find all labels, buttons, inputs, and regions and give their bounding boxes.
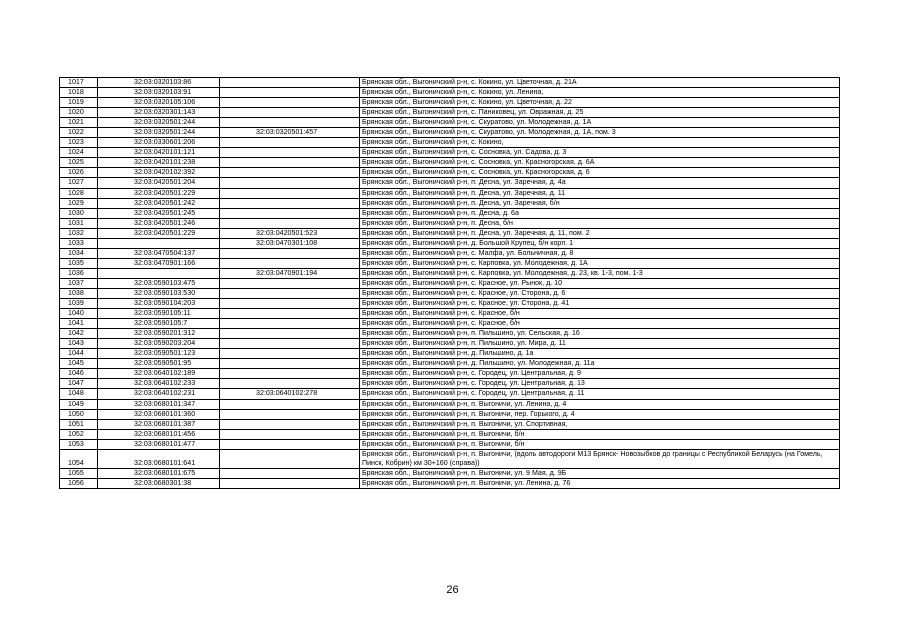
address-cell: Брянская обл., Выгоничский р-н, с. Сосновка, ул. Садова, д. 3 (360, 148, 840, 158)
cadastral-number: 32:03:0590501:95 (98, 359, 220, 369)
row-number: 1049 (60, 399, 98, 409)
cadastral-number-premise (220, 399, 360, 409)
table-row (60, 399, 840, 409)
cadastral-number-premise: 32:03:0640102:278 (220, 389, 360, 399)
row-number: 1036 (60, 268, 98, 278)
address-cell: Брянская обл., Выгоничский р-н, с. Красное, ул. Рынок, д. 10 (360, 278, 840, 288)
row-number: 1022 (60, 128, 98, 138)
row-number: 1025 (60, 158, 98, 168)
address-cell: Брянская обл., Выгоничский р-н, п. Выгоничи, (вдоль автодороги М13 Брянск- Новозыбков до границы с Республикой Беларусь (на Гомель, Пинск, Кобрин) км 30+160 (справа)) (360, 449, 840, 468)
address-cell: Брянская обл., Выгоничский р-н, с. Карповка, ул. Молодежная, д. 23, кв. 1-3, пом. 1-3 (360, 268, 840, 278)
address-cell: Брянская обл., Выгоничский р-н, п. Пильшино, ул. Мира, д. 11 (360, 339, 840, 349)
cadastral-number: 32:03:0420501:204 (98, 178, 220, 188)
row-number: 1035 (60, 258, 98, 268)
row-number: 1018 (60, 88, 98, 98)
row-number: 1019 (60, 98, 98, 108)
table-row (60, 138, 840, 148)
cadastral-number: 32:03:0590201:312 (98, 329, 220, 339)
row-number: 1056 (60, 478, 98, 488)
table-row (60, 339, 840, 349)
table-row (60, 98, 840, 108)
page-number: 26 (446, 584, 459, 596)
cadastral-number-premise (220, 258, 360, 268)
table-row (60, 228, 840, 238)
cadastral-number-premise (220, 198, 360, 208)
cadastral-number: 32:03:0590203:204 (98, 339, 220, 349)
address-cell: Брянская обл., Выгоничский р-н, с. Городец, ул. Центральная, д. 13 (360, 379, 840, 389)
row-number: 1053 (60, 439, 98, 449)
cadastral-number-premise (220, 88, 360, 98)
cadastral-number-premise (220, 329, 360, 339)
address-cell: Брянская обл., Выгоничский р-н, п. Десна, ул. Заречная, д. 4а (360, 178, 840, 188)
cadastral-number-premise (220, 339, 360, 349)
address-cell: Брянская обл., Выгоничский р-н, с. Красное, ул. Сторона, д. 41 (360, 299, 840, 309)
row-number: 1034 (60, 248, 98, 258)
row-number: 1054 (60, 449, 98, 468)
cadastral-number-premise (220, 148, 360, 158)
address-cell: Брянская обл., Выгоничский р-н, д. Пильшино, д. 1а (360, 349, 840, 359)
row-number: 1042 (60, 329, 98, 339)
address-cell: Брянская обл., Выгоничский р-н, с. Кокино, ул. Цветочная, д. 21А (360, 78, 840, 88)
cadastral-number: 32:03:0320105:106 (98, 98, 220, 108)
cadastral-number-premise (220, 278, 360, 288)
address-cell: Брянская обл., Выгоничский р-н, п. Выгоничи, б/н (360, 429, 840, 439)
cadastral-number-premise (220, 288, 360, 298)
cadastral-number-premise (220, 449, 360, 468)
cadastral-number: 32:03:0420501:246 (98, 218, 220, 228)
cadastral-number: 32:03:0680101:641 (98, 449, 220, 468)
table-row (60, 258, 840, 268)
cadastral-number-premise (220, 309, 360, 319)
cadastral-number-premise (220, 98, 360, 108)
table-row (60, 288, 840, 298)
cadastral-number: 32:03:0640102:231 (98, 389, 220, 399)
cadastral-number: 32:03:0680101:456 (98, 429, 220, 439)
table-row (60, 198, 840, 208)
cadastral-number-premise (220, 188, 360, 198)
row-number: 1031 (60, 218, 98, 228)
table-row (60, 359, 840, 369)
cadastral-number: 32:03:0590105:7 (98, 319, 220, 329)
row-number: 1055 (60, 468, 98, 478)
row-number: 1040 (60, 309, 98, 319)
cadastral-number (98, 238, 220, 248)
row-number: 1020 (60, 108, 98, 118)
cadastral-number-premise (220, 478, 360, 488)
address-cell: Брянская обл., Выгоничский р-н, с. Городец, ул. Центральная, д. 11 (360, 389, 840, 399)
address-cell: Брянская обл., Выгоничский р-н, с. Малфа, ул. Больничная, д. 8 (360, 248, 840, 258)
row-number: 1052 (60, 429, 98, 439)
table-row (60, 158, 840, 168)
table-row (60, 108, 840, 118)
row-number: 1026 (60, 168, 98, 178)
table-row (60, 309, 840, 319)
row-number: 1041 (60, 319, 98, 329)
cadastral-number-premise: 32:03:0470901:194 (220, 268, 360, 278)
table-row (60, 439, 840, 449)
row-number: 1017 (60, 78, 98, 88)
cadastral-number: 32:03:0320501:244 (98, 118, 220, 128)
row-number: 1043 (60, 339, 98, 349)
table-row (60, 168, 840, 178)
table-row (60, 419, 840, 429)
cadastral-number: 32:03:0420501:229 (98, 228, 220, 238)
cadastral-number: 32:03:0680101:477 (98, 439, 220, 449)
address-cell: Брянская обл., Выгоничский р-н, с. Кокино, ул. Цветочная, д. 22 (360, 98, 840, 108)
cadastral-number: 32:03:0320301:143 (98, 108, 220, 118)
cadastral-number-premise (220, 218, 360, 228)
cadastral-number: 32:03:0420501:245 (98, 208, 220, 218)
address-cell: Брянская обл., Выгоничский р-н, п. Десна, ул. Заречная, д. 11, пом. 2 (360, 228, 840, 238)
cadastral-number: 32:03:0470504:137 (98, 248, 220, 258)
cadastral-number: 32:03:0640102:189 (98, 369, 220, 379)
cadastral-number: 32:03:0680101:347 (98, 399, 220, 409)
row-number: 1045 (60, 359, 98, 369)
cadastral-number-premise (220, 208, 360, 218)
cadastral-number-premise (220, 419, 360, 429)
cadastral-number-premise (220, 379, 360, 389)
cadastral-number-premise (220, 178, 360, 188)
cadastral-number-premise (220, 429, 360, 439)
address-cell: Брянская обл., Выгоничский р-н, п. Десна, ул. Заречная, д. 11 (360, 188, 840, 198)
table-row (60, 128, 840, 138)
cadastral-number: 32:03:0320501:244 (98, 128, 220, 138)
address-cell: Брянская обл., Выгоничский р-н, п. Выгоничи, б/н (360, 439, 840, 449)
row-number: 1051 (60, 419, 98, 429)
row-number: 1048 (60, 389, 98, 399)
address-cell: Брянская обл., Выгоничский р-н, с. Сосновка, ул. Красногорская, д. 6 (360, 168, 840, 178)
table-row (60, 218, 840, 228)
address-cell: Брянская обл., Выгоничский р-н, с. Красное, б/н (360, 319, 840, 329)
table-row (60, 238, 840, 248)
cadastral-number: 32:03:0590103:475 (98, 278, 220, 288)
cadastral-number-premise: 32:03:0320501:457 (220, 128, 360, 138)
cadastral-number-premise (220, 248, 360, 258)
row-number: 1029 (60, 198, 98, 208)
cadastral-number-premise (220, 349, 360, 359)
cadastral-number-premise (220, 359, 360, 369)
table-row (60, 248, 840, 258)
table-row (60, 329, 840, 339)
table-row (60, 409, 840, 419)
cadastral-number-premise (220, 78, 360, 88)
table-row (60, 268, 840, 278)
address-cell: Брянская обл., Выгоничский р-н, п. Десна, ул. Заречная, б/н (360, 198, 840, 208)
cadastral-number: 32:03:0640102:233 (98, 379, 220, 389)
cadastral-number (98, 268, 220, 278)
address-cell: Брянская обл., Выгоничский р-н, с. Сосновка, ул. Красногорская, д. 6А (360, 158, 840, 168)
row-number: 1044 (60, 349, 98, 359)
cadastral-number-premise (220, 158, 360, 168)
cadastral-number-premise (220, 468, 360, 478)
address-cell: Брянская обл., Выгоничский р-н, с. Красное, ул. Сторона, д. 6 (360, 288, 840, 298)
table-row (60, 429, 840, 439)
row-number: 1037 (60, 278, 98, 288)
cadastral-number: 32:03:0590104:203 (98, 299, 220, 309)
address-cell: Брянская обл., Выгоничский р-н, п. Выгоничи, ул. Ленина, д. 4 (360, 399, 840, 409)
address-cell: Брянская обл., Выгоничский р-н, п. Пильшино, ул. Сельская, д. 16 (360, 329, 840, 339)
table-row (60, 369, 840, 379)
table-row (60, 478, 840, 488)
cadastral-number-premise: 32:03:0470301:108 (220, 238, 360, 248)
row-number: 1021 (60, 118, 98, 128)
table-row (60, 78, 840, 88)
cadastral-number: 32:03:0420501:229 (98, 188, 220, 198)
cadastral-number-premise (220, 108, 360, 118)
address-cell: Брянская обл., Выгоничский р-н, с. Карповка, ул. Молодежная, д. 1А (360, 258, 840, 268)
address-cell: Брянская обл., Выгоничский р-н, с. Красное, б/н (360, 309, 840, 319)
address-cell: Брянская обл., Выгоничский р-н, д. Большой Крупец, б/н корп. 1 (360, 238, 840, 248)
cadastral-number: 32:03:0680101:387 (98, 419, 220, 429)
table-row (60, 188, 840, 198)
address-cell: Брянская обл., Выгоничский р-н, п. Выгоничи, ул. 9 Мая, д. 9Б (360, 468, 840, 478)
table-row (60, 178, 840, 188)
row-number: 1038 (60, 288, 98, 298)
cadastral-number: 32:03:0320103:86 (98, 78, 220, 88)
table-row (60, 349, 840, 359)
table-row (60, 319, 840, 329)
cadastral-number: 32:03:0330601:206 (98, 138, 220, 148)
address-cell: Брянская обл., Выгоничский р-н, д. Пильшино, ул. Молодежная, д. 11а (360, 359, 840, 369)
row-number: 1027 (60, 178, 98, 188)
row-number: 1023 (60, 138, 98, 148)
cadastral-number: 32:03:0680301:38 (98, 478, 220, 488)
cadastral-number-premise (220, 369, 360, 379)
cadastral-number: 32:03:0420501:242 (98, 198, 220, 208)
row-number: 1039 (60, 299, 98, 309)
cadastral-number: 32:03:0590501:123 (98, 349, 220, 359)
address-cell: Брянская обл., Выгоничский р-н, с. Городец, ул. Центральная, д. 9 (360, 369, 840, 379)
address-cell: Брянская обл., Выгоничский р-н, с. Паниковец, ул. Овражная, д. 25 (360, 108, 840, 118)
cadastral-number: 32:03:0470901:166 (98, 258, 220, 268)
cadastral-number: 32:03:0590103:530 (98, 288, 220, 298)
address-cell: Брянская обл., Выгоничский р-н, п. Выгоничи, пер. Горького, д. 4 (360, 409, 840, 419)
address-cell: Брянская обл., Выгоничский р-н, п. Выгоничи, ул. Ленина, д. 76 (360, 478, 840, 488)
table-row (60, 449, 840, 468)
cadastral-number-premise (220, 409, 360, 419)
cadastral-number: 32:03:0590105:11 (98, 309, 220, 319)
cadastral-number: 32:03:0420101:121 (98, 148, 220, 158)
address-cell: Брянская обл., Выгоничский р-н, с. Скуратово, ул. Молодежная, д. 1А, пом. 3 (360, 128, 840, 138)
address-cell: Брянская обл., Выгоничский р-н, с. Скуратово, ул. Молодежная, д. 1А (360, 118, 840, 128)
registry-table (59, 77, 840, 489)
registry-table-body (60, 78, 840, 489)
row-number: 1046 (60, 369, 98, 379)
cadastral-number: 32:03:0320103:91 (98, 88, 220, 98)
cadastral-number-premise (220, 439, 360, 449)
table-row (60, 299, 840, 309)
cadastral-number-premise (220, 168, 360, 178)
address-cell: Брянская обл., Выгоничский р-н, с. Кокино, ул. Ленина, (360, 88, 840, 98)
row-number: 1028 (60, 188, 98, 198)
table-row (60, 148, 840, 158)
table-row (60, 208, 840, 218)
row-number: 1047 (60, 379, 98, 389)
cadastral-number: 32:03:0680101:360 (98, 409, 220, 419)
address-cell: Брянская обл., Выгоничский р-н, с. Кокино, (360, 138, 840, 148)
cadastral-number-premise (220, 138, 360, 148)
table-row (60, 389, 840, 399)
row-number: 1024 (60, 148, 98, 158)
address-cell: Брянская обл., Выгоничский р-н, п. Десна, д. 6а (360, 208, 840, 218)
cadastral-number: 32:03:0420102:392 (98, 168, 220, 178)
table-row (60, 118, 840, 128)
row-number: 1033 (60, 238, 98, 248)
table-row (60, 88, 840, 98)
table-row (60, 379, 840, 389)
cadastral-number-premise: 32:03:0420501:523 (220, 228, 360, 238)
row-number: 1030 (60, 208, 98, 218)
table-row (60, 468, 840, 478)
table-row (60, 278, 840, 288)
cadastral-number-premise (220, 118, 360, 128)
cadastral-number-premise (220, 319, 360, 329)
cadastral-number-premise (220, 299, 360, 309)
row-number: 1032 (60, 228, 98, 238)
address-cell: Брянская обл., Выгоничский р-н, п. Выгоничи, ул. Спортивная, (360, 419, 840, 429)
address-cell: Брянская обл., Выгоничский р-н, п. Десна, б/н (360, 218, 840, 228)
row-number: 1050 (60, 409, 98, 419)
cadastral-number: 32:03:0680101:675 (98, 468, 220, 478)
cadastral-number: 32:03:0420101:238 (98, 158, 220, 168)
